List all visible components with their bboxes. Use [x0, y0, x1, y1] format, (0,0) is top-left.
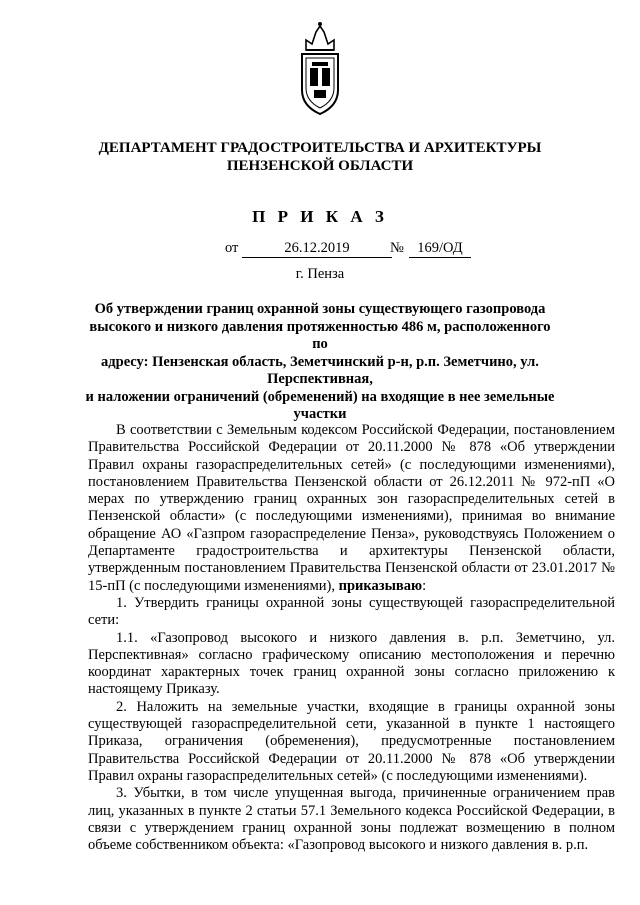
coat-of-arms-icon [298, 20, 342, 120]
order-keyword: приказываю [338, 577, 423, 594]
department-line-1: ДЕПАРТАМЕНТ ГРАДОСТРОИТЕЛЬСТВА И АРХИТЕКТУРЫ [98, 140, 542, 156]
document-number: 169/ОД [409, 240, 471, 258]
city: г. Пенза [295, 266, 345, 282]
title-line: Перспективная, [267, 371, 373, 387]
title-line: Об утверждении границ охранной зоны существующего газопровода [94, 301, 546, 317]
document-date: 26.12.2019 [242, 240, 392, 258]
title-line: высокого и низкого давления протяженностью 486 м, расположенного по [89, 318, 551, 352]
document-body [88, 422, 615, 854]
title-line: участки [293, 406, 347, 422]
paragraph: В соответствии с Земельным кодексом Российской Федерации, постановлением Правительства Российской Федерации от 20.11.2000 № 878 «Об утверждении Правил охраны газораспределительных сетей» (с последующими изменениями), постановлением Правительства Пензенской области от 26.12.2011 № 972-пП «О мерах по утверждению границ охранных зон газораспределительных сетей в Пензенской области» (с последующими изменениями), принимая во внимание обращение АО «Газпром газораспределение Пенза», руководствуясь Положением о Департаменте градостроительства и архитектуры Пензенской области, утвержденным постановлением Правительства Пензенской области от 23.01.2017 № 15-пП (с последующими изменениями), приказываю: [88, 422, 615, 594]
department-name [60, 139, 580, 175]
paragraph: 2. Наложить на земельные участки, входящие в границы охранной зоны существующей газораспределительной сети, указанной в пункте 1 настоящего Приказа, ограничения (обременения), предусмотренные постановлением Правительства Российской Федерации от 20.11.2000 № 878 «Об утверждении Правил охраны газораспределительных сетей» (с последующими изменениями). [88, 698, 615, 784]
department-line-2: ПЕНЗЕНСКОЙ ОБЛАСТИ [226, 158, 414, 174]
document-type: П Р И К А З [252, 207, 388, 226]
document-title [80, 301, 560, 424]
number-prefix: № [390, 240, 404, 256]
paragraph: 3. Убытки, в том числе упущенная выгода, причиненные ограничением прав лиц, указанных в пункте 2 статьи 57.1 Земельного кодекса Российской Федерации, в связи с утверждением границ охранной зоны подлежат возмещению в полном объеме собственником объекта: «Газопровод высокого и низкого давления в. р.п. [88, 785, 615, 854]
title-line: адресу: Пензенская область, Земетчинский р-н, р.п. Земетчино, ул. [101, 353, 539, 370]
title-line: и наложении ограничений (обременений) на входящие в нее земельные [85, 388, 555, 405]
paragraph: 1.1. «Газопровод высокого и низкого давления в. р.п. Земетчино, ул. Перспективная» согласно графическому описанию местоположения и перечню координат характерных точек границ охранной зоны согласно приложению к настоящему Приказу. [88, 629, 615, 698]
paragraph: 1. Утвердить границы охранной зоны существующей газораспределительной сети: [88, 594, 615, 629]
date-prefix: от [225, 240, 239, 256]
